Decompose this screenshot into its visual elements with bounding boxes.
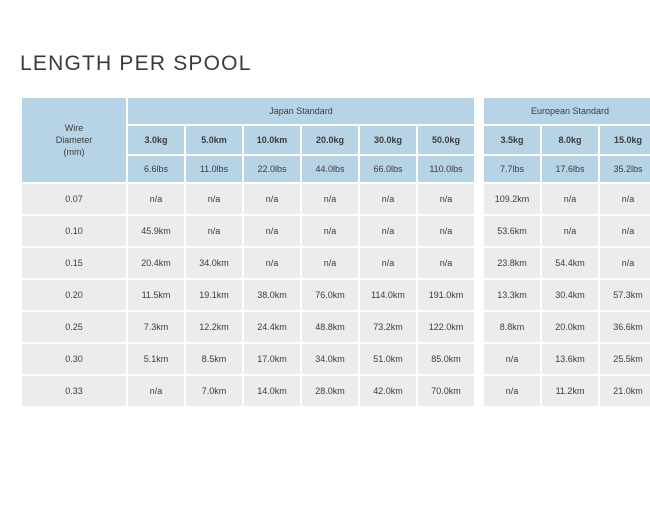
wire-diameter-label-line1: Wire xyxy=(64,122,84,133)
cell-value: n/a xyxy=(302,184,358,214)
column-spacer xyxy=(476,184,482,214)
cell-value: 12.2km xyxy=(186,312,242,342)
cell-value: n/a xyxy=(360,184,416,214)
cell-value: n/a xyxy=(484,376,540,406)
cell-value: 20.0km xyxy=(542,312,598,342)
cell-value: n/a xyxy=(302,248,358,278)
kg-header-7: 8.0kg xyxy=(542,126,598,154)
cell-value: 53.6km xyxy=(484,216,540,246)
cell-value: 54.4km xyxy=(542,248,598,278)
cell-value: 23.8km xyxy=(484,248,540,278)
cell-value: n/a xyxy=(360,216,416,246)
kg-header-6: 3.5kg xyxy=(484,126,540,154)
cell-value: 36.6km xyxy=(600,312,650,342)
kg-header-5: 50.0kg xyxy=(418,126,474,154)
cell-value: 13.3km xyxy=(484,280,540,310)
table-row xyxy=(22,312,650,342)
cell-value: 70.0km xyxy=(418,376,474,406)
cell-value: 38.0km xyxy=(244,280,300,310)
cell-value: n/a xyxy=(484,344,540,374)
page-title: LENGTH PER SPOOL xyxy=(20,52,252,75)
table-header-group-row xyxy=(22,98,650,124)
lbs-header-1: 11.0lbs xyxy=(186,156,242,182)
cell-value: n/a xyxy=(418,248,474,278)
column-spacer xyxy=(476,126,482,154)
lbs-header-4: 66.0lbs xyxy=(360,156,416,182)
column-spacer xyxy=(476,248,482,278)
cell-value: 122.0km xyxy=(418,312,474,342)
column-spacer xyxy=(476,98,482,124)
cell-value: n/a xyxy=(542,216,598,246)
lbs-header-8: 35.2lbs xyxy=(600,156,650,182)
cell-value: 51.0km xyxy=(360,344,416,374)
row-diameter: 0.25 xyxy=(22,312,126,342)
table-row xyxy=(22,248,650,278)
lbs-header-6: 7.7lbs xyxy=(484,156,540,182)
cell-value: 114.0km xyxy=(360,280,416,310)
cell-value: n/a xyxy=(244,216,300,246)
length-per-spool-table xyxy=(20,96,650,408)
cell-value: 85.0km xyxy=(418,344,474,374)
column-spacer xyxy=(476,312,482,342)
cell-value: 48.8km xyxy=(302,312,358,342)
cell-value: n/a xyxy=(600,184,650,214)
wire-diameter-header-cell xyxy=(22,98,126,182)
cell-value: 24.4km xyxy=(244,312,300,342)
kg-header-8: 15.0kg xyxy=(600,126,650,154)
table-row xyxy=(22,376,650,406)
kg-header-0: 3.0kg xyxy=(128,126,184,154)
lbs-header-3: 44.0lbs xyxy=(302,156,358,182)
cell-value: n/a xyxy=(542,184,598,214)
length-per-spool-table-wrapper xyxy=(20,96,643,408)
column-spacer xyxy=(476,344,482,374)
lbs-header-0: 6.6lbs xyxy=(128,156,184,182)
table-row xyxy=(22,344,650,374)
cell-value: 34.0km xyxy=(302,344,358,374)
cell-value: n/a xyxy=(600,216,650,246)
cell-value: n/a xyxy=(418,184,474,214)
cell-value: 28.0km xyxy=(302,376,358,406)
cell-value: n/a xyxy=(244,248,300,278)
cell-value: 5.1km xyxy=(128,344,184,374)
column-spacer xyxy=(476,216,482,246)
cell-value: 34.0km xyxy=(186,248,242,278)
lbs-header-2: 22.0lbs xyxy=(244,156,300,182)
cell-value: 17.0km xyxy=(244,344,300,374)
cell-value: 20.4km xyxy=(128,248,184,278)
cell-value: 7.0km xyxy=(186,376,242,406)
cell-value: 42.0km xyxy=(360,376,416,406)
cell-value: n/a xyxy=(128,184,184,214)
cell-value: 45.9km xyxy=(128,216,184,246)
row-diameter: 0.10 xyxy=(22,216,126,246)
row-diameter: 0.15 xyxy=(22,248,126,278)
cell-value: 25.5km xyxy=(600,344,650,374)
kg-header-3: 20.0kg xyxy=(302,126,358,154)
row-diameter: 0.30 xyxy=(22,344,126,374)
cell-value: n/a xyxy=(186,216,242,246)
cell-value: 11.5km xyxy=(128,280,184,310)
table-row xyxy=(22,216,650,246)
cell-value: n/a xyxy=(600,248,650,278)
row-diameter: 0.33 xyxy=(22,376,126,406)
cell-value: 14.0km xyxy=(244,376,300,406)
cell-value: 76.0km xyxy=(302,280,358,310)
cell-value: 57.3km xyxy=(600,280,650,310)
cell-value: n/a xyxy=(360,248,416,278)
cell-value: n/a xyxy=(244,184,300,214)
cell-value: 191.0km xyxy=(418,280,474,310)
cell-value: n/a xyxy=(302,216,358,246)
cell-value: n/a xyxy=(186,184,242,214)
column-spacer xyxy=(476,280,482,310)
cell-value: n/a xyxy=(128,376,184,406)
cell-value: 7.3km xyxy=(128,312,184,342)
lbs-header-5: 110.0lbs xyxy=(418,156,474,182)
kg-header-1: 5.0km xyxy=(186,126,242,154)
group-header-european-standard: European Standard xyxy=(484,98,650,124)
wire-diameter-label-line2: Diameter xyxy=(55,134,93,145)
kg-header-2: 10.0km xyxy=(244,126,300,154)
wire-diameter-label-line3: (mm) xyxy=(63,147,85,158)
table-row xyxy=(22,280,650,310)
row-diameter: 0.07 xyxy=(22,184,126,214)
cell-value: 19.1km xyxy=(186,280,242,310)
lbs-header-7: 17.6lbs xyxy=(542,156,598,182)
table-row xyxy=(22,184,650,214)
cell-value: 11.2km xyxy=(542,376,598,406)
cell-value: 109.2km xyxy=(484,184,540,214)
column-spacer xyxy=(476,156,482,182)
kg-header-4: 30.0kg xyxy=(360,126,416,154)
group-header-japan-standard: Japan Standard xyxy=(128,98,474,124)
cell-value: 30.4km xyxy=(542,280,598,310)
cell-value: 21.0km xyxy=(600,376,650,406)
cell-value: n/a xyxy=(418,216,474,246)
cell-value: 8.5km xyxy=(186,344,242,374)
cell-value: 13.6km xyxy=(542,344,598,374)
cell-value: 8.8km xyxy=(484,312,540,342)
column-spacer xyxy=(476,376,482,406)
cell-value: 73.2km xyxy=(360,312,416,342)
row-diameter: 0.20 xyxy=(22,280,126,310)
